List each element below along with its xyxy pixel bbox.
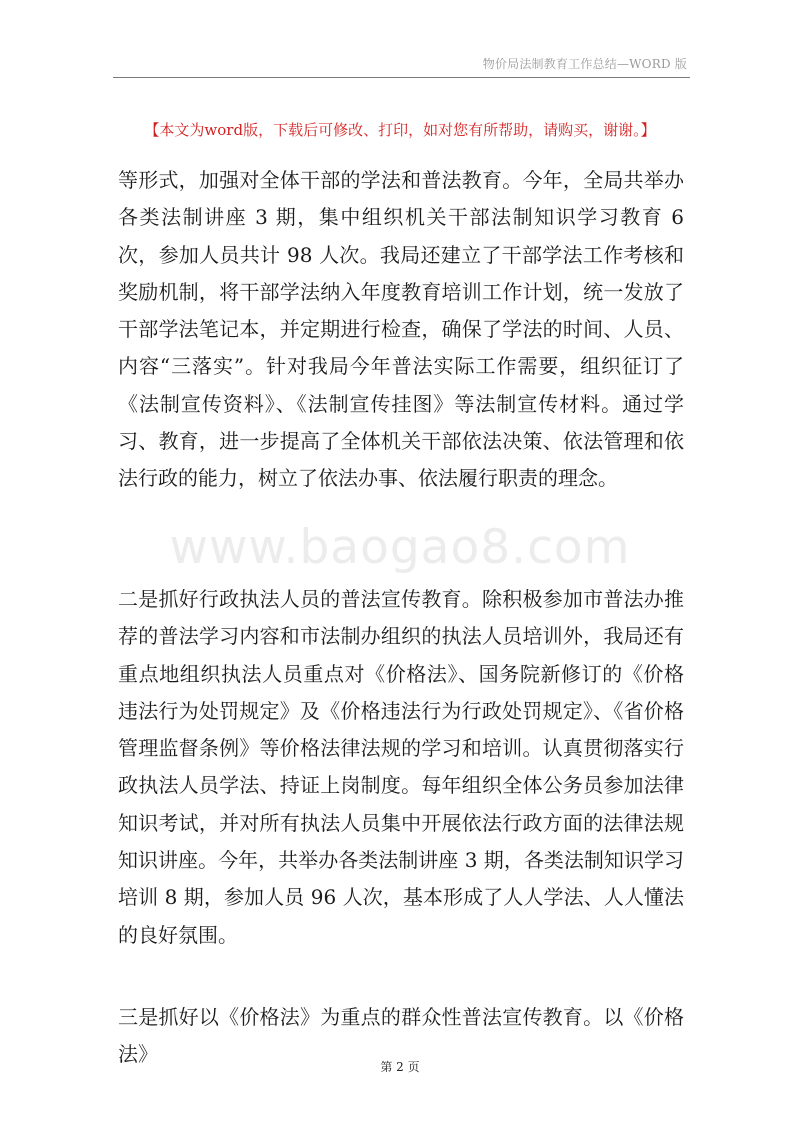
paragraph-text: 三是抓好以《价格法》为重点的群众性普法宣传教育。以《价格法》 bbox=[118, 1005, 684, 1067]
purchase-notice: 【本文为word版，下载后可修改、打印，如对您有所帮助，请购买，谢谢。】 bbox=[144, 121, 656, 139]
body-paragraph-1 bbox=[118, 162, 684, 498]
page-header bbox=[0, 0, 800, 79]
page-number: 第 2 页 bbox=[380, 1060, 420, 1074]
paragraph-text: 二是抓好行政执法人员的普法宣传教育。除积极参加市普法办推荐的普法学习内容和市法制办组织的执法人员培训外，我局还有重点地组织执法人员重点对《价格法》、国务院新修订的《价格违法行为处罚规定》及《价格违法行为行政处罚规定》、《省价格管理监督条例》等价格法律法规的学习和培训。认真贯彻落实行政执法人员学法、持证上岗制度。每年组织全体公务员参加法律知识考试，并对所有执法人员集中开展依法行政方面的法律法规知识讲座。今年，共举办各类法制讲座 3 期，各类法制知识学习培训 8 期，参加人员 96 人次，基本形成了人人学法、人人懂法的良好氛围。 bbox=[118, 587, 684, 947]
header-divider bbox=[113, 77, 690, 78]
paragraph-text: 等形式，加强对全体干部的学法和普法教育。今年，全局共举办各类法制讲座 3 期，集中组织机关干部法制知识学习教育 6 次，参加人员共计 98 人次。我局还建立了干部学法工作考核和奖励机制，将干部学法纳入年度教育培训工作计划，统一发放了干部学法笔记本，并定期进行检查，确保了学法的时间、人员、内容“三落实”。针对我局今年普法实际工作需要，组织征订了《法制宣传资料》、《法制宣传挂图》等法制宣传材料。通过学习、教育，进一步提高了全体机关干部依法决策、依法管理和依法行政的能力，树立了依法办事、依法履行职责的理念。 bbox=[118, 168, 684, 491]
document-title: 物价局法制教育工作总结—WORD 版 bbox=[482, 57, 687, 71]
watermark: www.baogao8.com bbox=[169, 520, 631, 575]
body-paragraph-2 bbox=[118, 581, 684, 954]
